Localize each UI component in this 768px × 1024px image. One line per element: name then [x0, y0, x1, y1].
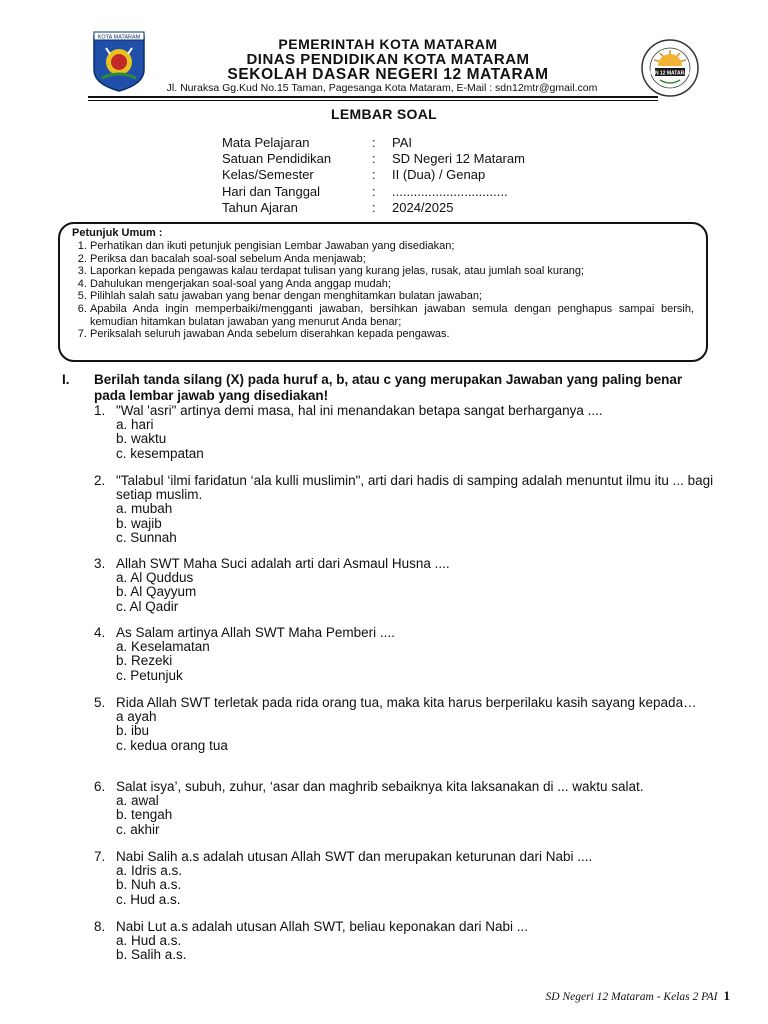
answer-option: a. awal: [116, 793, 159, 809]
instructions-title: Petunjuk Umum :: [72, 227, 163, 239]
answer-option: c. kedua orang tua: [116, 737, 228, 753]
info-row: Tahun Ajaran : 2024/2025: [222, 199, 454, 215]
question: [94, 850, 714, 907]
answer-options: [116, 640, 714, 683]
answer-options: [116, 571, 714, 614]
question-number: 8.: [94, 919, 106, 934]
answer-option: a. hari: [116, 417, 154, 433]
answer-options: [116, 864, 714, 907]
question-number: 4.: [94, 625, 106, 640]
instruction-item: 7. Periksalah seluruh jawaban Anda sebelum diserahkan kepada pengawas.: [90, 328, 694, 341]
exam-info: [222, 135, 525, 216]
info-row: Satuan Pendidikan : SD Negeri 12 Mataram: [222, 151, 525, 167]
answer-options: [116, 502, 714, 545]
answer-options: [116, 710, 714, 753]
question-number: 1.: [94, 403, 106, 418]
question-number: 3.: [94, 556, 106, 571]
answer-option: c. Al Qadir: [116, 598, 179, 614]
question-text: "Talabul ‘ilmi faridatun ‘ala kulli muslimin", arti dari hadis di samping adalah menuntut ilmu itu ... bagi setiap muslim.: [116, 473, 714, 503]
header-address: Jl. Nuraksa Gg.Kud No.15 Taman, Pagesanga Kota Mataram, E-Mail : sdn12mtr@gmail.com: [166, 82, 598, 94]
answer-option: b. Al Qayyum: [116, 584, 197, 600]
question-text: Nabi Salih a.s adalah utusan Allah SWT dan merupakan keturunan dari Nabi ....: [116, 849, 593, 864]
instruction-item: 4. Dahulukan mengerjakan soal-soal yang Anda anggap mudah;: [90, 278, 694, 291]
svg-text:SDN 12 MATARAM: SDN 12 MATARAM: [648, 70, 692, 77]
question: [94, 626, 714, 683]
question-number: 6.: [94, 779, 106, 794]
question: [94, 920, 714, 963]
answer-options: [116, 934, 714, 962]
question: [94, 696, 714, 753]
answer-option: b. waktu: [116, 431, 167, 447]
question-text: "Wal 'asri" artinya demi masa, hal ini menandakan betapa sangat berharganya ....: [116, 403, 603, 418]
instruction-item: 5. Pilihlah salah satu jawaban yang benar dengan menghitamkan bulatan jawaban;: [90, 290, 694, 303]
question: [94, 780, 714, 837]
answer-option: a. mubah: [116, 501, 173, 517]
info-row: Hari dan Tanggal : ................................: [222, 183, 508, 199]
answer-option: c. kesempatan: [116, 445, 204, 461]
answer-options: [116, 418, 714, 461]
section-number: I.: [62, 372, 70, 387]
instruction-item: 6. Apabila Anda ingin memperbaiki/mengganti jawaban, bersihkan jawaban semula dengan penghapus sampai bersih, kemudian hitamkan bulatan jawaban yang menurut Anda benar;: [90, 303, 694, 328]
answer-option: b. wajib: [116, 515, 162, 531]
answer-option: c. Petunjuk: [116, 667, 183, 683]
answer-option: b. ibu: [116, 723, 150, 739]
footer-text: SD Negeri 12 Mataram - Kelas 2 PAI: [545, 991, 718, 1003]
instructions-list: [72, 240, 694, 341]
question-text: Rida Allah SWT terletak pada rida orang tua, maka kita harus berperilaku kasih sayang kepada…: [116, 695, 697, 710]
answer-option: a. Hud a.s.: [116, 933, 182, 949]
answer-option: a. Keselamatan: [116, 639, 210, 655]
question-number: 2.: [94, 473, 106, 488]
answer-option: b. tengah: [116, 807, 173, 823]
answer-option: b. Nuh a.s.: [116, 877, 182, 893]
answer-option: a. Idris a.s.: [116, 863, 183, 879]
school-logo: [640, 38, 700, 98]
instruction-item: 3. Laporkan kepada pengawas kalau terdapat tulisan yang kurang jelas, rusak, atau jumlah soal kurang;: [90, 265, 694, 278]
page-number: 1: [723, 988, 730, 1003]
answer-option: c. Sunnah: [116, 529, 177, 545]
instruction-item: 1. Perhatikan dan ikuti petunjuk pengisian Lembar Jawaban yang disediakan;: [90, 240, 694, 253]
answer-options: [116, 794, 714, 837]
question: [94, 474, 714, 545]
question-text: As Salam artinya Allah SWT Maha Pemberi ....: [116, 625, 395, 640]
header-government: PEMERINTAH KOTA MATARAM: [278, 36, 498, 52]
header-school: SEKOLAH DASAR NEGERI 12 MATARAM: [227, 66, 549, 83]
answer-option: a ayah: [116, 709, 157, 725]
section-instruction: Berilah tanda silang (X) pada huruf a, b, atau c yang merupakan Jawaban yang paling benar pada lembar jawab yang disediakan!: [94, 372, 683, 403]
instruction-item: 2. Periksa dan bacalah soal-soal sebelum Anda menjawab;: [90, 253, 694, 266]
question: [94, 404, 714, 461]
page-title: LEMBAR SOAL: [331, 106, 437, 122]
header-rule: [88, 96, 658, 98]
question-text: Nabi Lut a.s adalah utusan Allah SWT, beliau keponakan dari Nabi ...: [116, 919, 529, 934]
general-instructions: [58, 222, 708, 362]
page-footer: [500, 988, 730, 1004]
question: [94, 557, 714, 614]
header-department: DINAS PENDIDIKAN KOTA MATARAM: [246, 51, 530, 68]
info-row: Mata Pelajaran : PAI: [222, 135, 412, 150]
question-text: Salat isya’, subuh, zuhur, ‘asar dan maghrib sebaiknya kita laksanakan di ... waktu salat.: [116, 779, 644, 794]
answer-option: b. Salih a.s.: [116, 947, 187, 963]
question-text: Allah SWT Maha Suci adalah arti dari Asmaul Husna ....: [116, 556, 450, 571]
svg-text:KOTA MATARAM: KOTA MATARAM: [97, 34, 141, 41]
question-number: 5.: [94, 695, 106, 710]
answer-option: b. Rezeki: [116, 653, 173, 669]
info-row: Kelas/Semester : II (Dua) / Genap: [222, 167, 486, 183]
header-rule-thin: [88, 100, 658, 101]
answer-option: c. akhir: [116, 821, 160, 837]
answer-option: a. Al Quddus: [116, 570, 194, 586]
question-number: 7.: [94, 849, 106, 864]
answer-option: c. Hud a.s.: [116, 891, 181, 907]
